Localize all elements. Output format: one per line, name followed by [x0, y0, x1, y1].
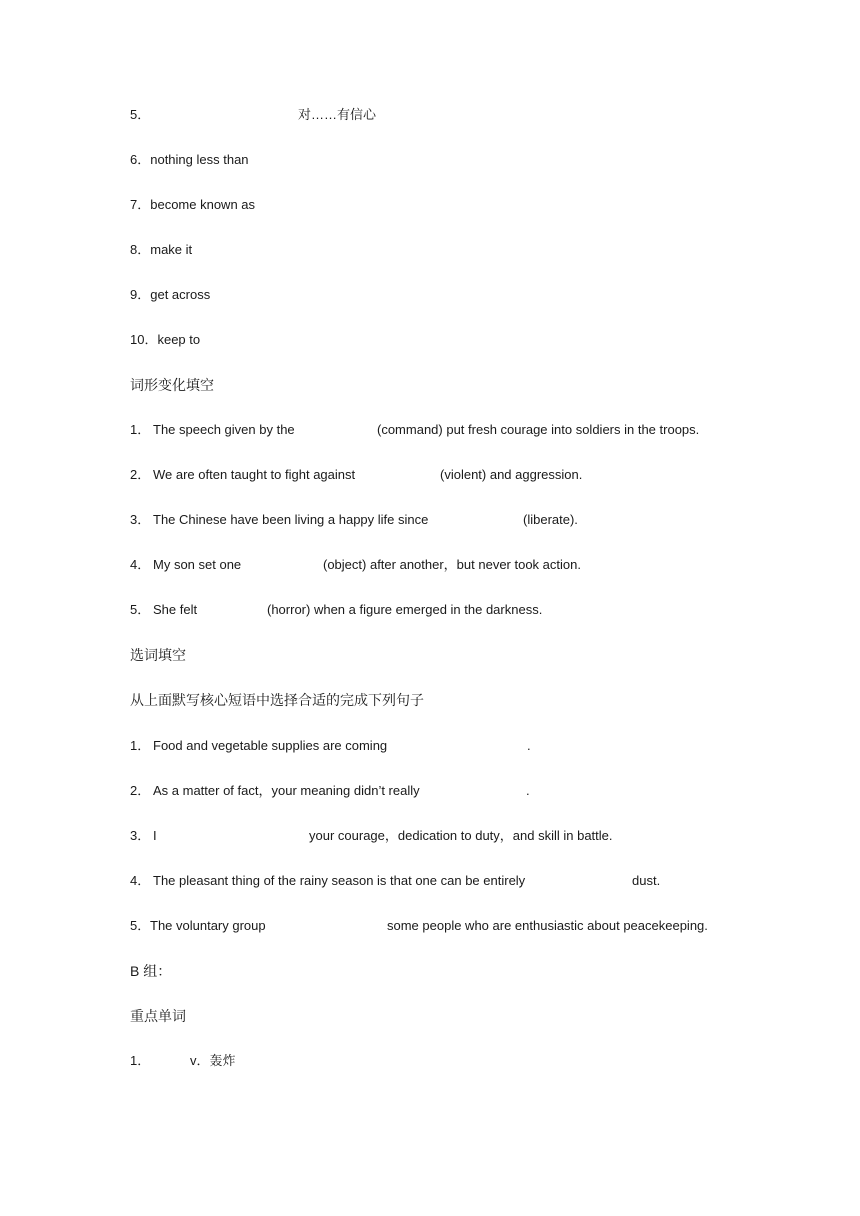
item-number: 9．	[130, 287, 151, 302]
sentence-after-blank: (command) put fresh courage into soldiers in the troops.	[377, 422, 700, 437]
phrase-text: keep to	[157, 332, 201, 347]
item-number: 6．	[130, 152, 151, 167]
sentence-after-blank: your courage，dedication to duty，and skill in battle.	[309, 828, 613, 843]
sentence-after-blank: (horror) when a figure emerged in the darkness.	[267, 602, 543, 617]
item-number: 1．	[130, 422, 151, 437]
sentence-after-blank: some people who are enthusiastic about peacekeeping.	[387, 918, 708, 933]
item-number: 2．	[130, 467, 151, 482]
sentence-before-blank: She felt	[153, 602, 198, 617]
choose-instruction: 从上面默写核心短语中选择合适的完成下列句子	[130, 692, 424, 708]
phrase-item-7	[130, 196, 255, 214]
phrase-text: become known as	[150, 197, 256, 212]
key-word-definition: v．轰炸	[190, 1053, 236, 1068]
phrase-text: get across	[150, 287, 211, 302]
phrase-item-8	[130, 241, 192, 259]
item-number: 4．	[130, 873, 151, 888]
phrase-item-10	[130, 331, 200, 349]
phrase-item-9	[130, 286, 210, 304]
item-number: 5．	[130, 107, 151, 122]
sentence-after-blank: dust.	[632, 873, 661, 888]
phrase-text: 对……有信心	[298, 107, 377, 122]
item-number: 1．	[130, 738, 151, 753]
sentence-before-blank: Food and vegetable supplies are coming	[153, 738, 388, 753]
phrase-text: make it	[150, 242, 193, 257]
section-heading-key-words: 重点单词	[130, 1008, 186, 1024]
section-heading-group-b: B 组：	[130, 963, 172, 979]
phrase-item-6	[130, 151, 249, 169]
item-number: 3．	[130, 828, 151, 843]
sentence-before-blank: The Chinese have been living a happy life since	[153, 512, 429, 527]
sentence-before-blank: The speech given by the	[153, 422, 295, 437]
sentence-after-blank: .	[527, 738, 531, 753]
item-number: 3．	[130, 512, 151, 527]
sentence-after-blank: (liberate).	[523, 512, 578, 527]
item-number: 7．	[130, 197, 151, 212]
item-number: 8．	[130, 242, 151, 257]
sentence-before-blank: I	[153, 828, 157, 843]
sentence-after-blank: (object) after another，but never took action.	[323, 557, 581, 572]
item-number: 5．	[130, 918, 151, 933]
sentence-before-blank: We are often taught to fight against	[153, 467, 356, 482]
sentence-after-blank: .	[526, 783, 530, 798]
sentence-before-blank: The pleasant thing of the rainy season is that one can be entirely	[153, 873, 526, 888]
item-number: 1．	[130, 1053, 151, 1068]
item-number: 4．	[130, 557, 151, 572]
item-number: 10．	[130, 332, 158, 347]
sentence-before-blank: As a matter of fact，your meaning didn’t really	[153, 783, 420, 798]
item-number: 2．	[130, 783, 151, 798]
item-number: 5．	[130, 602, 151, 617]
section-heading-word-form: 词形变化填空	[130, 377, 214, 393]
phrase-text: nothing less than	[150, 152, 249, 167]
section-heading-choose-words: 选词填空	[130, 647, 186, 663]
sentence-after-blank: (violent) and aggression.	[440, 467, 583, 482]
sentence-before-blank: My son set one	[153, 557, 242, 572]
sentence-before-blank: The voluntary group	[150, 918, 266, 933]
